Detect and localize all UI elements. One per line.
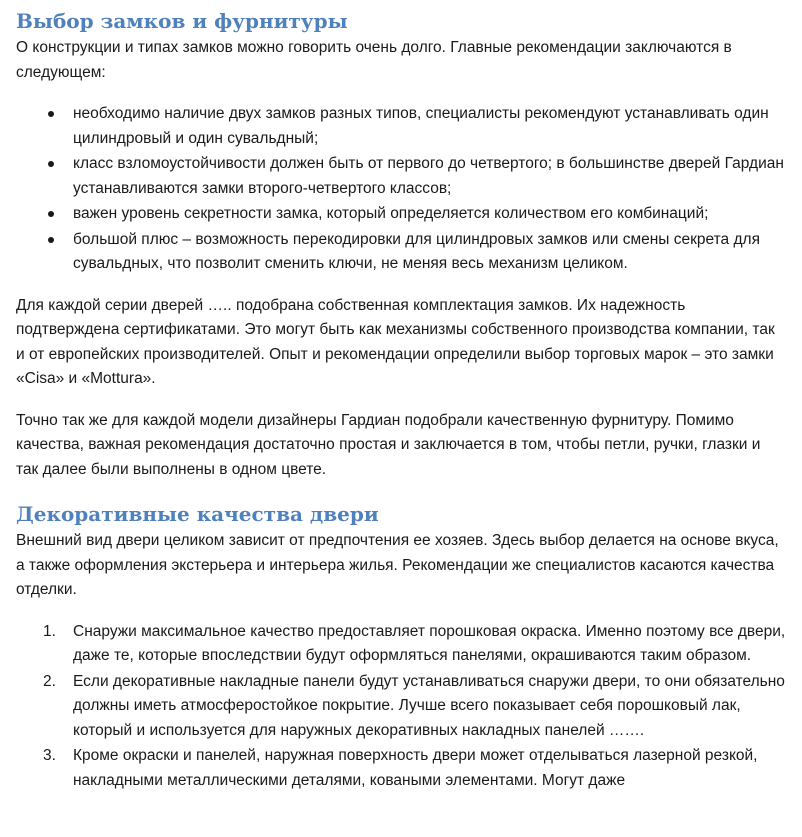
list-item [16, 152, 786, 201]
bullet-icon [46, 202, 56, 227]
list-item-text: большой плюс – возможность перекодировки для цилиндровых замков или смены секрета для сувальдных, что позволит сменить ключи, не меняя весь механизм целиком. [73, 230, 760, 272]
document-page [16, 6, 786, 794]
section-heading-decorative: Декоративные качества двери [16, 502, 379, 526]
paragraph-intro-decorative: Внешний вид двери целиком зависит от предпочтения ее хозяев. Здесь выбор делается на основе вкуса, а также оформления экстерьера и интерьера жилья. Рекомендации же специалистов касаются качества отделки. [16, 532, 779, 598]
numbered-list-finishing [16, 620, 786, 794]
bullet-icon [46, 228, 56, 253]
list-item [16, 744, 786, 793]
list-item-text: класс взломоустойчивости должен быть от первого до четвертого; в большинстве дверей Гардиан устанавливаются замки второго-четвертого классов; [73, 155, 784, 197]
list-item [16, 228, 786, 277]
list-item [16, 620, 786, 669]
bullet-icon [46, 102, 56, 127]
list-number: 1. [43, 622, 56, 640]
list-item-text: необходимо наличие двух замков разных типов, специалисты рекомендуют устанавливать один цилиндровый и один сувальдный; [73, 105, 769, 147]
bullet-list-recommendations [16, 102, 786, 277]
list-item-text: важен уровень секретности замка, который определяется количеством его комбинаций; [73, 205, 709, 222]
list-item-text: Если декоративные накладные панели будут устанавливаться снаружи двери, то они обязательно должны иметь атмосферостойкое покрытие. Лучше всего показывает себя порошковый лак, который и используется для наружных декоративных накладных панелей ……. [73, 672, 785, 739]
bullet-icon [46, 152, 56, 177]
paragraph-hardware: Точно так же для каждой модели дизайнеры Гардиан подобрали качественную фурнитуру. Помимо качества, важная рекомендация достаточно простая и заключается в том, чтобы петли, ручки, глазки и так далее были выполнены в одном цвете. [16, 411, 761, 478]
list-item [16, 670, 786, 744]
list-item-text: Снаружи максимальное качество предоставляет порошковая окраска. Именно поэтому все двери, даже те, которые впоследствии будут оформляться панелями, окрашиваются таким образом. [73, 622, 786, 664]
list-item [16, 202, 786, 227]
list-number: 2. [43, 672, 56, 690]
paragraph-lock-series: Для каждой серии дверей ….. подобрана собственная комплектация замков. Их надежность подтверждена сертификатами. Это могут быть как механизмы собственного производства компании, так и от европейских производителей. Опыт и рекомендации определили выбор торговых марок – это замки «Cisa» и «Mottura». [16, 296, 775, 387]
list-item-text: Кроме окраски и панелей, наружная поверхность двери может отделываться лазерной резкой, накладными металлическими деталями, коваными элементами. Могут даже [73, 747, 758, 789]
list-number: 3. [43, 747, 56, 764]
list-item [16, 102, 786, 151]
section-heading-locks: Выбор замков и фурнитуры [16, 9, 348, 33]
paragraph-intro-locks: О конструкции и типах замков можно говорить очень долго. Главные рекомендации заключаются в следующем: [16, 39, 732, 81]
